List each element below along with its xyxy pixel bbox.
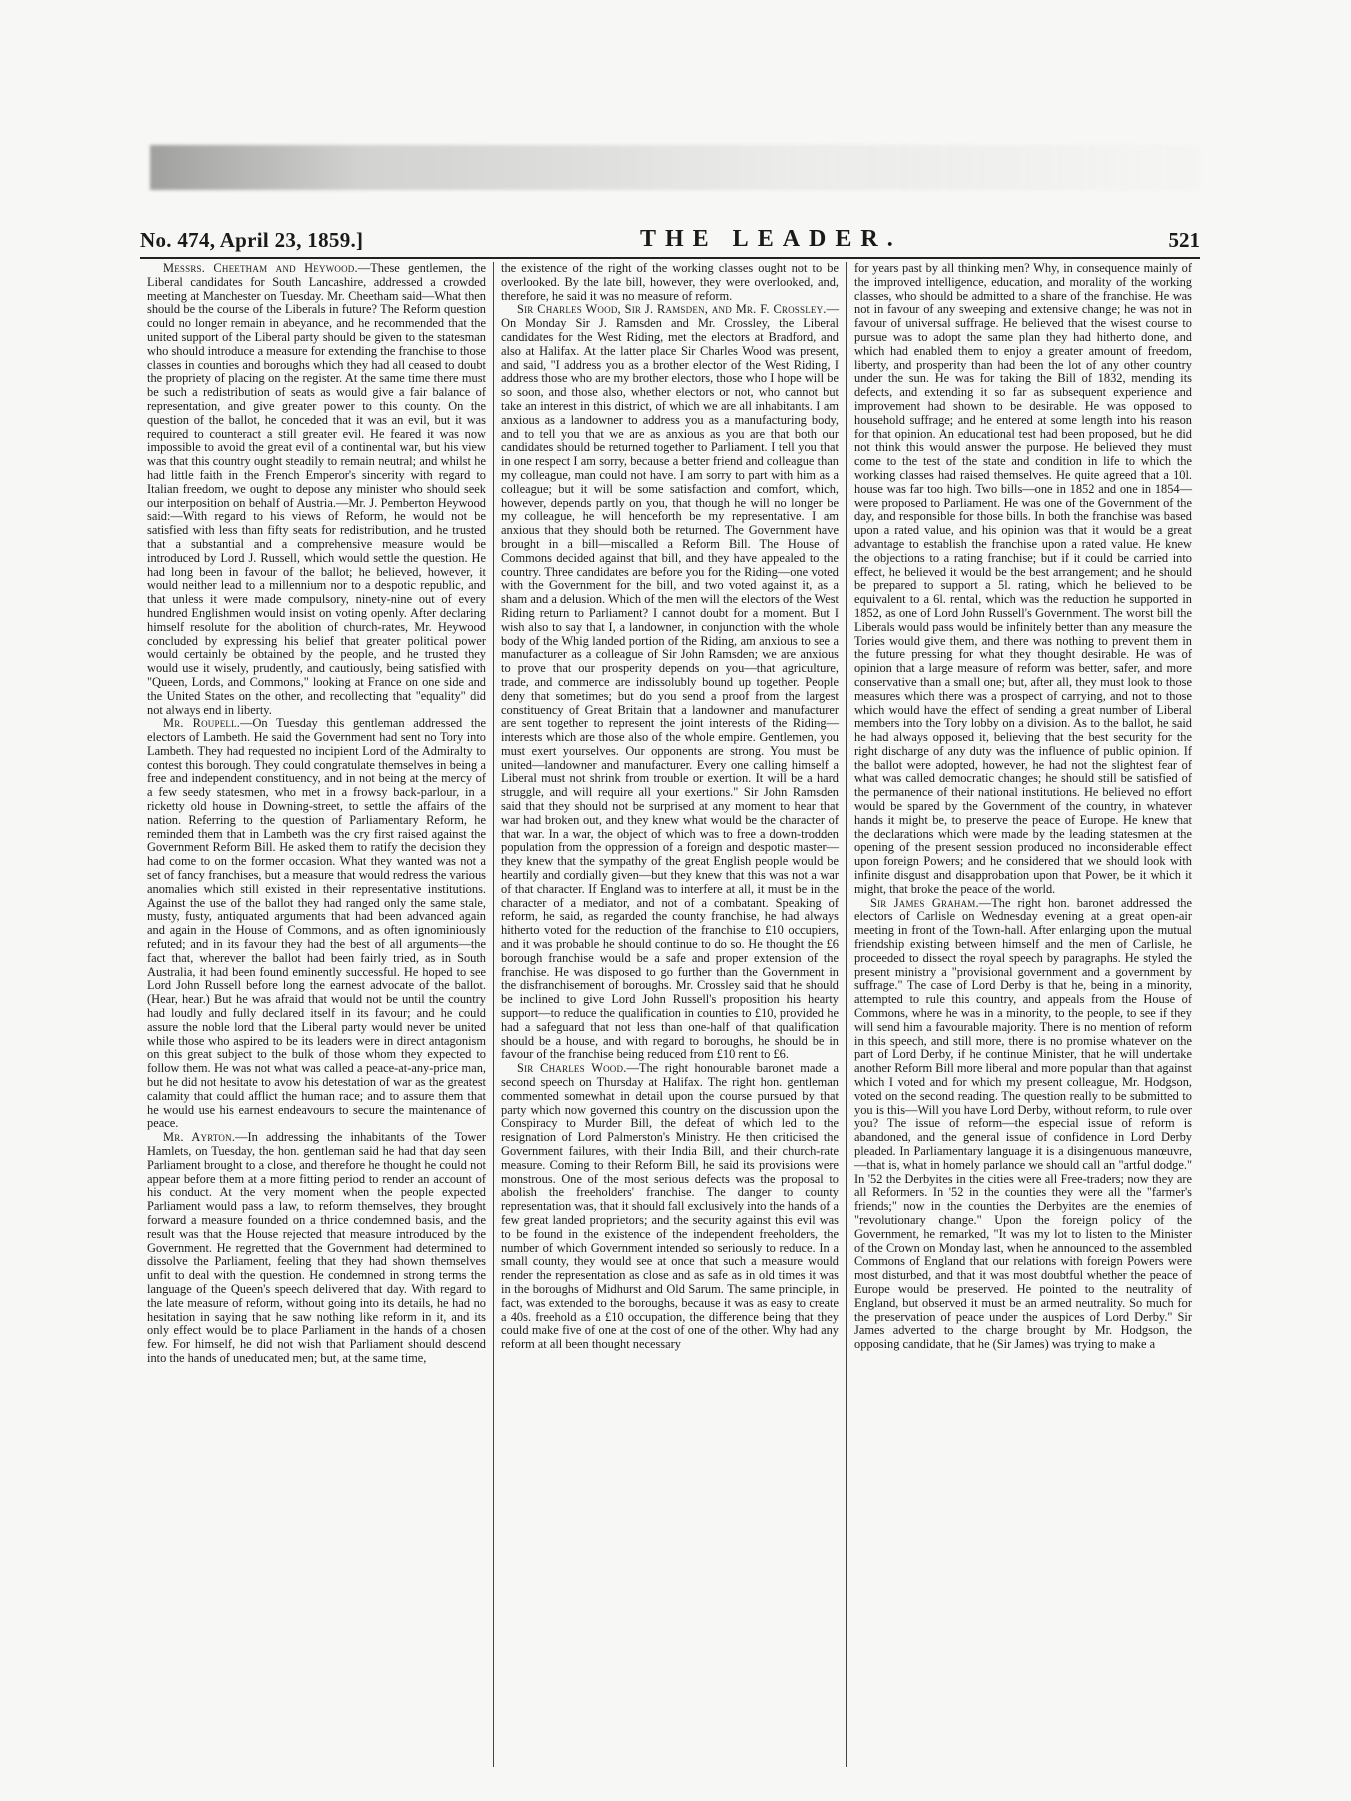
paragraph-lead: Mr. Roupell.: [163, 716, 241, 731]
paragraph-lead: Mr. Ayrton.: [163, 1130, 236, 1145]
paragraph-lead: Sir Charles Wood.: [517, 1061, 627, 1076]
article-columns: [140, 262, 1200, 1767]
paragraph-lead: Messrs. Cheetham and Heywood.: [163, 262, 358, 275]
article-paragraph: [147, 1131, 486, 1366]
paragraph-text: —On Monday Sir J. Ramsden and Mr. Crossley, the Liberal candidates for the West Riding, met the electors at Bradford, and also at Halifax. At the latter place Sir Charles Wood was present, and said, "I address you as a brother elector of the West Riding, I address those who are my brother electors, those who I hope will be so soon, and those also, whether electors or not, who cannot but take an interest in this district, of which we are all inhabitants. I am anxious as a landowner to address you as a manufacturing body, and to tell you that we are as anxious as you are that both our candidates should be returned together to Parliament. I tell you that in one respect I am sorry, because a better friend and colleague than my colleague, man could not have. I am sorry to part with him as a colleague; but it will be some satisfaction and comfort, which, however, depends partly on you, that though he will no longer be my colleague, he will henceforth be my representative. I am anxious that they should both be returned. The Government have brought in a bill—miscalled a Reform Bill. The House of Commons decided against that bill, and they have appealed to the country. Three candidates are before you for the Riding—one voted with the Government for the bill, and two voted against it, as a sham and a delusion. Which of the men will the electors of the West Riding return to Parliament? I cannot doubt for a moment. But I wish also to say that I, a landowner, in conjunction with the whole body of the Whig landed portion of the Riding, am anxious to see a manufacturer as a colleague of Sir John Ramsden; we are anxious to prove that our prosperity depends on you—that agriculture, trade, and commerce are indissolubly bound up together. People deny that sometimes; but do you send a proof from the largest constituency of Great Britain that a landowner and manufacturer are sent together to represent the joint interests of the Riding—interests which are those also of the whole empire. Gentlemen, you must exert yourselves. Our opponents are strong. You must be united—landowner and manufacturer. Every one calling himself a Liberal must not shrink from trouble or exertion. It will be a hard struggle, and will require all your exertions." Sir John Ramsden said that they should not be surprised at any moment to hear that war had broken out, and they knew what would be the character of that war. In a war, the object of which was to free a down-trodden population from the oppression of a foreign and despotic master—they knew that the sympathy of the great English people would be heartily and cordially given—but they knew that this was not a war of that character. If England was to interfere at all, it must be in the character of a mediator, and not of a combatant. Speaking of reform, he said, as regarded the county franchise, he had always hitherto voted for the reduction of the franchise to £10 occupiers, and it was probable he should continue to do so. He thought the £6 borough franchise would be a safe and proper extension of the franchise. He was disposed to go further than the Government in the disfranchisement of boroughs. Mr. Crossley said that he should be inclined to give Lord John Russell's proposition his hearty support—to reduce the qualification in counties to £10, provided he had a safeguard that not less than one-half of that qualification should be a house, and with regard to boroughs, he should be in favour of the franchise being reduced from £10 rent to £6.: [501, 302, 839, 1062]
article-paragraph: [854, 262, 1192, 897]
masthead: [140, 228, 1200, 258]
article-paragraph: [147, 717, 486, 1131]
article-paragraph: [501, 1062, 839, 1352]
paragraph-lead: Sir Charles Wood, Sir J. Ramsden, and Mr. F. Crossley.: [517, 302, 827, 317]
page-number: 521: [1168, 228, 1200, 252]
article-paragraph: [854, 897, 1192, 1352]
article-paragraph: [147, 262, 486, 717]
column-1: [140, 262, 493, 1767]
header-rule: [140, 257, 1200, 259]
paragraph-text: —On Tuesday this gentleman addressed the electors of Lambeth. He said the Government had sent no Tory into Lambeth. They had requested no incipient Lord of the Admiralty to contest this borough. They could congratulate themselves in being a free and independent constituency, and in not being at the mercy of a few seedy statesmen, who met in a frowsy back-parlour, in a ricketty old house in Downing-street, to settle the affairs of the nation. Referring to the question of Parliamentary Reform, he reminded them that in Lambeth was the cry first raised against the Government Reform Bill. He asked them to ratify the decision they had come to on the former occasion. What they wanted was not a set of fancy franchises, but a measure that would redress the various anomalies which still existed in their representative institutions. Against the use of the ballot they had ranged only the same stale, musty, fusty, antiquated arguments that had been advanced again and again in the House of Commons, and as often ignominiously refuted; and in its favour they had the best of all arguments—the fact that, wherever the ballot had been fairly tried, as in South Australia, it had been found eminently successful. He hoped to see Lord John Russell before long the earnest advocate of the ballot. (Hear, hear.) But he was afraid that would not be until the country had loudly and fully declared itself in its favour; and he could assure the noble lord that the Liberal party would never be united while those who aspired to be its leaders were in direct antagonism on this great subject to the bulk of those whom they expected to follow them. He was not what was called a peace-at-any-price man, but he did not hesitate to avow his detestation of war as the greatest calamity that could afflict the human race; and to assure them that he would use his earnest endeavours to secure the maintenance of peace.: [147, 716, 486, 1131]
paragraph-text: —The right honourable baronet made a second speech on Thursday at Halifax. The right hon. gentleman commented somewhat in detail upon the course pursued by that party which now governed this country on the discussion upon the Conspiracy to Murder Bill, the defeat of which led to the resignation of Lord Palmerston's Ministry. He then criticised the Government failures, with their India Bill, and their church-rate measure. Coming to their Reform Bill, he said its provisions were monstrous. One of the most serious defects was the proposal to abolish the freeholders' franchise. The danger to county representation was, that it should fall exclusively into the hands of a few great landed proprietors; and the security against this evil was to be found in the existence of the independent freeholders, the number of which Government intended so seriously to reduce. In a small county, they would see at once that such a measure would render the representation as close and as safe as in old times it was in the boroughs of Midhurst and Old Sarum. The same principle, in fact, was extended to the boroughs, because it was as easy to create a 40s. freehold as a £10 occupation, the difference being that they could make five of one at the cost of one of the other. Why had any reform at all been thought necessary: [501, 1061, 839, 1352]
paragraph-text: —These gentlemen, the Liberal candidates for South Lancashire, addressed a crowded meeting at Manchester on Tuesday. Mr. Cheetham said—What then should be the course of the Liberals in future? The Reform question could no longer remain in abeyance, and he recommended that the united support of the Liberal party should be given to the statesman who should introduce a measure for extending the franchise to those classes in counties and boroughs which they had all ceased to doubt the propriety of placing on the register. At the same time there must be such a redistribution of seats as would give a fair balance of representation, and give greater power to this county. On the question of the ballot, he conceded that it was an evil, but it was required to counteract a still greater evil. He feared it was now impossible to avoid the great evil of a continental war, but his view was that this country ought steadily to remain neutral; and whilst he had little faith in the French Emperor's sincerity with regard to Italian freedom, we ought to depose any minister who should seek our interposition on behalf of Austria.—Mr. J. Pemberton Heywood said:—With regard to his views of Reform, he would not be satisfied with less than fifty seats for redistribution, and he trusted that a substantial and a comprehensive measure would be introduced by Lord J. Russell, which would settle the question. He had long been in favour of the ballot; he believed, however, it would neither lead to a millennium nor to a despotic republic, and that unless it were made compulsory, ninety-nine out of every hundred Englishmen would insist on voting openly. After declaring himself resolute for the abolition of church-rates, Mr. Heywood concluded by expressing his belief that greater political power would certainly be obtained by the people, and he trusted they would use it wisely, prudently, and cautiously, being satisfied with "Queen, Lords, and Commons," looking at France on one side and the United States on the other, and recollecting that "equality" did not always end in liberty.: [147, 262, 486, 717]
article-paragraph: [501, 262, 839, 303]
paragraph-text: —In addressing the inhabitants of the Tower Hamlets, on Tuesday, the hon. gentleman said he had that day seen Parliament brought to a close, and therefore he thought he could not appear before them at a more fitting period to render an account of his conduct. At the very moment when the people expected Parliament would pass a law, to reform themselves, they brought forward a measure founded on a thrice condemned basis, and the result was that the House rejected that measure introduced by the Government. He regretted that the Government had determined to dissolve the Parliament, feeling that they had shown themselves unfit to deal with the question. He condemned in strong terms the language of the Queen's speech delivered that day. With regard to the late measure of reform, without going into its details, he had no hesitation in saying that he saw nothing like reform in it, and its only effect would be to place Parliament in the hands of a chosen few. For himself, he did not wish that Parliament should descend into the hands of uneducated men; but, at the same time,: [147, 1130, 486, 1365]
column-2: [493, 262, 846, 1767]
paragraph-text: —The right hon. baronet addressed the electors of Carlisle on Wednesday evening at a great open-air meeting in front of the Town-hall. After enlarging upon the mutual friendship existing between himself and the men of Carlisle, he proceeded to dissect the royal speech by paragraphs. He styled the present ministry a "provisional government and a government by suffrage." The case of Lord Derby is that he, being in a minority, attempted to rule this country, and appeals from the House of Commons, where he was in a minority, to the people, to see if they will send him a favourable majority. There is no mention of reform in this speech, and still more, there is no promise whatever on the part of Lord Derby, if he continue Minister, that he will undertake another Reform Bill more liberal and more popular than that against which I voted and for which my present colleague, Mr. Hodgson, voted on the second reading. The question really to be submitted to you is this—Will you have Lord Derby, without reform, to rule over you? The issue of reform—the especial issue of reform is abandoned, and the general issue of confidence in Lord Derby pleaded. In Parliamentary language it is a disingenuous manœuvre,—that is, what in homely parlance we should call an "artful dodge." In '52 the Derbyites in the cities were all Free-traders; now they are all Reformers. In '52 in the counties they were all the "farmer's friends;" now in the counties the Derbyites are the enemies of "revolutionary change." Upon the foreign policy of the Government, he remarked, "It was my lot to listen to the Minister of the Crown on Monday last, when he announced to the assembled Commons of England that our relations with foreign Powers were most disturbed, and that it was most doubtful whether the peace of Europe would be preserved. He pointed to the neutrality of England, but observed it must be an armed neutrality. So much for the preservation of peace under the auspices of Lord Derby." Sir James adverted to the charge brought by Mr. Hodgson, the opposing candidate, that he (Sir James) was trying to make a: [854, 895, 1192, 1352]
paragraph-text: the existence of the right of the working classes ought not to be overlooked. By the late bill, however, they were overlooked, and, therefore, he said it was no measure of reform.: [501, 262, 839, 303]
paragraph-text: for years past by all thinking men? Why, in consequence mainly of the improved intelligence, education, and morality of the working classes, who should be admitted to a share of the franchise. He was not in favour of any sweeping and extensive change; he was not in favour of universal suffrage. He believed that the wisest course to pursue was to adopt the same plan they had hitherto done, and which had enabled them to enjoy a greater amount of freedom, liberty, and prosperity than had been the lot of any other country under the sun. He was for taking the Bill of 1832, mending its defects, and extending it so far as subsequent experience and improvement had shown to be desirable. He was opposed to household suffrage; and he entered at some length into his reason for that opinion. An educational test had been proposed, but he did not think this would answer the purpose. He believed they must come to the test of the state and condition in life to which the working classes had raised themselves. He quite agreed that a 10l. house was far too high. Two bills—one in 1852 and one in 1854—were proposed to Parliament. He was one of the Government of the day, and responsible for those bills. In both the franchise was based upon a rated value, and his opinion was that it would be a great advantage to establish the franchise upon a rated value. He knew the objections to a rating franchise; but if it could be carried into effect, he believed it would be the best arrangement; and he should be prepared to support a 5l. rating, which he believed to be equivalent to a 6l. rental, which was the reduction he supported in 1852, as one of Lord John Russell's Government. The worst bill the Liberals would pass would be infinitely better than any measure the Tories would give them, and there was nothing to prevent them in the future pressing for what they thought desirable. He was of opinion that a large measure of reform was better, safer, and more conservative than a small one; but, after all, they must look to those measures which there was a prospect of carrying, and not to those which would have the effect of sending a great number of Liberal members into the Tory lobby on a division. As to the ballot, he said he had always opposed it, believing that the best security for the right discharge of any duty was the influence of public opinion. If the ballot were adopted, however, he had not the slightest fear of what was called democratic changes; he should still be satisfied of the permanence of their national institutions. He believed no effort would be spared by the Government of the country, in whatever hands it might be, to preserve the peace of Europe. He knew that the declarations which were made by the leading statesmen at the opening of the present session produced no inconsiderable effect upon foreign Powers; and he considered that we should look with infinite disgust and disapprobation upon that Power, be it which it might, that broke the peace of the world.: [854, 262, 1192, 896]
column-3: [846, 262, 1199, 1767]
article-paragraph: [501, 303, 839, 1062]
scan-artifact: [150, 145, 1200, 190]
newspaper-title: THE LEADER.: [640, 226, 902, 252]
issue-date: No. 474, April 23, 1859.]: [140, 228, 364, 252]
paragraph-lead: Sir James Graham.: [870, 895, 979, 910]
